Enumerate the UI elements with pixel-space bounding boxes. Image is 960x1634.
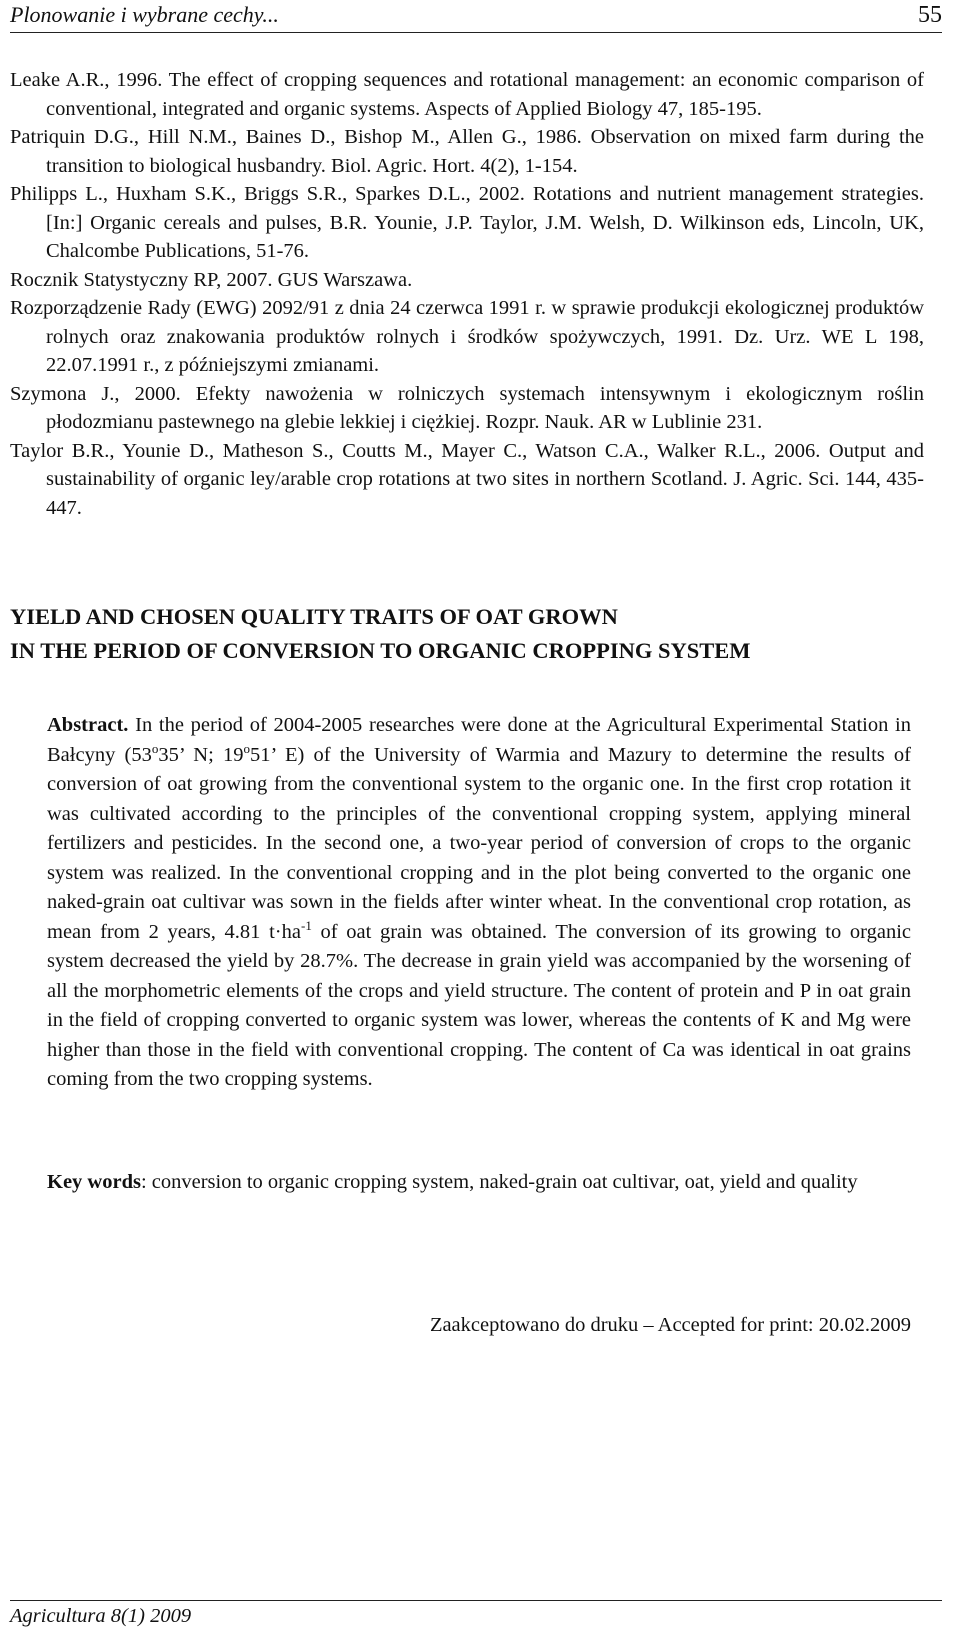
running-title: Plonowanie i wybrane cechy... <box>10 2 279 27</box>
english-title <box>10 600 930 668</box>
abstract-label: Abstract. <box>47 714 129 736</box>
journal-footer: Agricultura 8(1) 2009 <box>10 1600 942 1628</box>
title-line: IN THE PERIOD OF CONVERSION TO ORGANIC CROPPING SYSTEM <box>10 638 751 663</box>
key-words-label: Key words <box>47 1171 141 1193</box>
abstract-text: 51’ E) of the University of Warmia and Mazury to determine the results of conversion of oat growing from the conventional system to the organic one. In the first crop rotation it was cultivated according to the principles of the conventional cropping system, applying mineral fertilizers and pesticides. In the second one, a two-year period of conversion of crops to the organic system was realized. In the conventional cropping and in the plot being converted to the organic one naked-grain oat cultivar was sown in the fields after winter wheat. In the conventional crop rotation, as mean from 2 years, 4.81 t·ha <box>47 743 911 943</box>
reference-item: Leake A.R., 1996. The effect of cropping sequences and rotational management: an economic comparison of conventional, integrated and organic systems. Aspects of Applied Biology 47, 185-195. <box>10 69 924 120</box>
acceptance-note: Zaakceptowano do druku – Accepted for print: 20.02.2009 <box>429 1314 911 1336</box>
abstract-text: of oat grain was obtained. The conversion of its growing to organic system decreased the yield by 28.7%. The decrease in grain yield was accompanied by the worsening of all the morphometric elements of the crops and yield structure. The content of protein and P in oat grain in the field of cropping converted to organic system was lower, whereas the contents of K and Mg were higher than those in the field with conventional cropping. The content of Ca was identical in oat grains coming from the two cropping systems. <box>47 920 911 1090</box>
title-line: YIELD AND CHOSEN QUALITY TRAITS OF OAT GROWN <box>10 604 618 629</box>
key-words-text: : conversion to organic cropping system, naked-grain oat cultivar, oat, yield and quality <box>140 1171 858 1193</box>
reference-list <box>10 66 924 522</box>
page-number: 55 <box>918 2 942 28</box>
abstract <box>47 711 911 1095</box>
key-words <box>47 1168 911 1198</box>
reference-item: Rozporządzenie Rady (EWG) 2092/91 z dnia 24 czerwca 1991 r. w sprawie produkcji ekologicznej produktów rolnych oraz znakowania produktów rolnych i środków spożywczych, 1991. Dz. Urz. WE L 198, 22.07.1991 r., z późniejszymi zmianami. <box>10 297 924 376</box>
running-header <box>10 0 942 33</box>
exponent-superscript: -1 <box>300 917 312 933</box>
reference-item: Szymona J., 2000. Efekty nawożenia w rolniczych systemach intensywnym i ekologicznym roślin płodozmianu pastewnego na glebie lekkiej i ciężkiej. Rozpr. Nauk. AR w Lublinie 231. <box>10 382 924 433</box>
abstract-text: In the period of 2004-2005 researches were done at the Agricultural Experimental Station in Bałcyny (53 <box>47 714 911 766</box>
abstract-text: 35’ N; 19 <box>158 743 244 766</box>
reference-item: Taylor B.R., Younie D., Matheson S., Coutts M., Mayer C., Watson C.A., Walker R.L., 2006. Output and sustainability of organic ley/arable crop rotations at two sites in northern Scotland. J. Agric. Sci. 144, 435-447. <box>10 439 924 519</box>
degree-superscript: o <box>243 740 250 756</box>
degree-superscript: o <box>151 740 159 756</box>
reference-item: Rocznik Statystyczny RP, 2007. GUS Warszawa. <box>10 268 413 291</box>
reference-item: Philipps L., Huxham S.K., Briggs S.R., Sparkes D.L., 2002. Rotations and nutrient management strategies. [In:] Organic cereals and pulses, B.R. Younie, J.P. Taylor, J.M. Welsh, D. Wilkinson eds, Lincoln, UK, Chalcombe Publications, 51-76. <box>10 183 924 262</box>
reference-item: Patriquin D.G., Hill N.M., Baines D., Bishop M., Allen G., 1986. Observation on mixed farm during the transition to biological husbandry. Biol. Agric. Hort. 4(2), 1-154. <box>10 126 924 177</box>
